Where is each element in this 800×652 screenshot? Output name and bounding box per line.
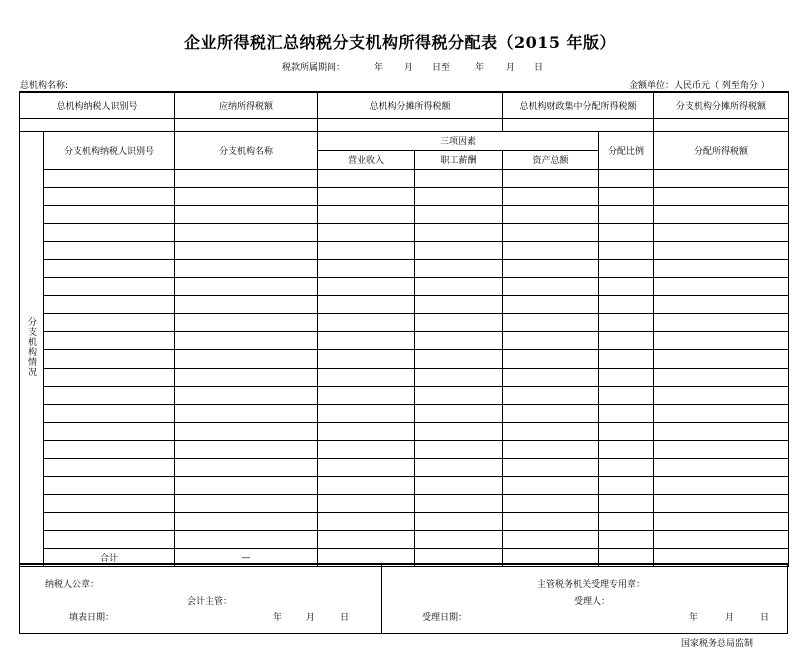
branch-taxid-cell[interactable] — [44, 205, 175, 223]
allocated-tax-cell[interactable] — [654, 386, 789, 404]
branch-taxid-cell[interactable] — [44, 531, 175, 549]
branch-name-cell[interactable] — [175, 296, 318, 314]
revenue-cell[interactable] — [318, 332, 415, 350]
assets-cell[interactable] — [503, 513, 599, 531]
allocation-ratio-cell[interactable] — [599, 241, 654, 259]
branch-taxid-cell[interactable] — [44, 477, 175, 495]
revenue-cell[interactable] — [318, 223, 415, 241]
assets-header: 资产总额 — [503, 150, 599, 169]
allocated-tax-cell[interactable] — [654, 495, 789, 513]
branch-taxid-cell[interactable] — [44, 404, 175, 422]
allocated-tax-cell[interactable] — [654, 187, 789, 205]
branch-row — [20, 386, 789, 404]
hq-fiscal-central-tax-cell[interactable] — [503, 118, 654, 131]
branch-name-cell[interactable] — [175, 223, 318, 241]
assets-cell[interactable] — [503, 278, 599, 296]
branch-name-header: 分支机构名称 — [175, 131, 318, 169]
wages-cell[interactable] — [415, 241, 503, 259]
acceptor-label: 受理人： — [574, 597, 611, 607]
allocated-tax-header: 分配所得税额 — [654, 131, 789, 169]
branch-name-cell[interactable] — [175, 350, 318, 368]
branch-name-cell[interactable] — [175, 495, 318, 513]
branch-taxid-cell[interactable] — [44, 422, 175, 440]
branch-taxid-cell[interactable] — [44, 368, 175, 386]
wages-cell[interactable] — [415, 440, 503, 458]
wages-cell[interactable] — [415, 350, 503, 368]
revenue-cell[interactable] — [318, 205, 415, 223]
allocation-ratio-cell[interactable] — [599, 223, 654, 241]
assets-cell[interactable] — [503, 404, 599, 422]
assets-cell[interactable] — [503, 332, 599, 350]
revenue-header: 营业收入 — [318, 150, 415, 169]
branch-row — [20, 531, 789, 549]
branch-name-cell[interactable] — [175, 241, 318, 259]
assets-cell[interactable] — [503, 169, 599, 187]
hq-value-row — [20, 118, 789, 131]
accept-date-month: 月 — [725, 613, 735, 623]
branch-row — [20, 314, 789, 332]
assets-cell[interactable] — [503, 459, 599, 477]
allocation-ratio-cell[interactable] — [599, 422, 654, 440]
revenue-cell[interactable] — [318, 386, 415, 404]
revenue-cell[interactable] — [318, 350, 415, 368]
wages-cell[interactable] — [415, 296, 503, 314]
branch-allocated-tax-header: 分支机构分摊所得税额 — [654, 92, 789, 118]
allocated-tax-cell[interactable] — [654, 459, 789, 477]
revenue-cell[interactable] — [318, 404, 415, 422]
wages-cell[interactable] — [415, 332, 503, 350]
issuer-label: 国家税务总局监制 — [681, 639, 754, 649]
revenue-cell[interactable] — [318, 440, 415, 458]
wages-cell[interactable] — [415, 223, 503, 241]
accept-date-year: 年 — [689, 613, 699, 623]
three-factors-header: 三项因素 — [318, 131, 599, 150]
branch-row — [20, 296, 789, 314]
branch-row — [20, 495, 789, 513]
assets-cell[interactable] — [503, 314, 599, 332]
branch-section-text: 分支机构情况 — [26, 317, 36, 378]
allocation-ratio-cell[interactable] — [599, 278, 654, 296]
assets-cell[interactable] — [503, 259, 599, 277]
hq-allocated-tax-header: 总机构分摊所得税额 — [318, 92, 503, 118]
branch-row — [20, 404, 789, 422]
assets-cell[interactable] — [503, 368, 599, 386]
allocated-tax-cell[interactable] — [654, 223, 789, 241]
allocation-ratio-cell[interactable] — [599, 459, 654, 477]
allocation-table — [19, 91, 789, 567]
branch-name-cell[interactable] — [175, 368, 318, 386]
branch-name-cell[interactable] — [175, 259, 318, 277]
branch-row — [20, 422, 789, 440]
branch-taxid-cell[interactable] — [44, 223, 175, 241]
allocation-ratio-cell[interactable] — [599, 440, 654, 458]
accept-date-label: 受理日期： — [422, 613, 468, 623]
allocation-ratio-cell[interactable] — [599, 205, 654, 223]
revenue-cell[interactable] — [318, 477, 415, 495]
branch-row — [20, 332, 789, 350]
branch-name-cell[interactable] — [175, 531, 318, 549]
branch-name-cell[interactable] — [175, 205, 318, 223]
wages-cell[interactable] — [415, 187, 503, 205]
allocation-ratio-cell[interactable] — [599, 531, 654, 549]
branch-taxid-cell[interactable] — [44, 440, 175, 458]
branch-taxid-cell[interactable] — [44, 187, 175, 205]
wages-cell[interactable] — [415, 278, 503, 296]
revenue-cell[interactable] — [318, 296, 415, 314]
hq-allocated-tax-cell[interactable] — [318, 118, 503, 131]
branch-taxid-cell[interactable] — [44, 169, 175, 187]
revenue-cell[interactable] — [318, 422, 415, 440]
allocation-ratio-cell[interactable] — [599, 187, 654, 205]
branch-name-cell[interactable] — [175, 169, 318, 187]
branch-taxid-cell[interactable] — [44, 495, 175, 513]
allocated-tax-cell[interactable] — [654, 422, 789, 440]
period-start-day-to: 日至 — [432, 63, 451, 73]
allocation-ratio-cell[interactable] — [599, 296, 654, 314]
allocation-ratio-cell[interactable] — [599, 314, 654, 332]
allocation-ratio-cell[interactable] — [599, 259, 654, 277]
branch-taxid-cell[interactable] — [44, 278, 175, 296]
allocation-ratio-cell[interactable] — [599, 368, 654, 386]
allocated-tax-cell[interactable] — [654, 513, 789, 531]
branch-taxid-cell[interactable] — [44, 386, 175, 404]
accept-date-day: 日 — [760, 613, 770, 623]
branch-name-cell[interactable] — [175, 477, 318, 495]
revenue-cell[interactable] — [318, 513, 415, 531]
form-title: 企业所得税汇总纳税分支机构所得税分配表（2015 年版） — [183, 33, 617, 52]
branch-taxid-cell[interactable] — [44, 314, 175, 332]
assets-cell[interactable] — [503, 296, 599, 314]
branch-row — [20, 205, 789, 223]
wages-cell[interactable] — [415, 513, 503, 531]
hq-fiscal-central-tax-header: 总机构财政集中分配所得税额 — [503, 92, 654, 118]
allocated-tax-cell[interactable] — [654, 314, 789, 332]
branch-section-label — [20, 131, 44, 567]
branch-row — [20, 259, 789, 277]
branch-row — [20, 223, 789, 241]
allocated-tax-cell[interactable] — [654, 477, 789, 495]
allocated-tax-cell[interactable] — [654, 332, 789, 350]
branch-row — [20, 169, 789, 187]
hq-name-label: 总机构名称: — [20, 81, 69, 91]
wages-cell[interactable] — [415, 477, 503, 495]
allocated-tax-cell[interactable] — [654, 278, 789, 296]
revenue-cell[interactable] — [318, 278, 415, 296]
revenue-cell[interactable] — [318, 368, 415, 386]
branch-name-cell[interactable] — [175, 278, 318, 296]
assets-cell[interactable] — [503, 422, 599, 440]
fill-date-year: 年 — [273, 613, 283, 623]
taxpayer-seal-label: 纳税人公章： — [45, 580, 100, 590]
branch-name-cell[interactable] — [175, 314, 318, 332]
allocated-tax-cell[interactable] — [654, 241, 789, 259]
wages-cell[interactable] — [415, 368, 503, 386]
branch-row — [20, 440, 789, 458]
branch-name-cell[interactable] — [175, 440, 318, 458]
revenue-cell[interactable] — [318, 241, 415, 259]
branch-taxid-cell[interactable] — [44, 332, 175, 350]
authority-seal-label: 主管税务机关受理专用章： — [537, 580, 646, 590]
assets-cell[interactable] — [503, 386, 599, 404]
allocation-ratio-cell[interactable] — [599, 513, 654, 531]
fill-date-label: 填表日期： — [69, 613, 115, 623]
revenue-cell[interactable] — [318, 259, 415, 277]
revenue-cell[interactable] — [318, 459, 415, 477]
wages-cell[interactable] — [415, 531, 503, 549]
assets-cell[interactable] — [503, 350, 599, 368]
branch-taxid-header: 分支机构纳税人识别号 — [44, 131, 175, 169]
branch-taxid-cell[interactable] — [44, 350, 175, 368]
assets-cell[interactable] — [503, 187, 599, 205]
branch-row — [20, 477, 789, 495]
period-end-year: 年 — [475, 63, 485, 73]
accounting-supervisor-label: 会计主管： — [187, 597, 233, 607]
allocated-tax-cell[interactable] — [654, 205, 789, 223]
footer-divider — [381, 565, 382, 633]
period-end-month: 月 — [506, 63, 516, 73]
revenue-cell[interactable] — [318, 187, 415, 205]
assets-cell[interactable] — [503, 205, 599, 223]
total-label: 合计 — [44, 549, 175, 567]
fill-date-month: 月 — [306, 613, 316, 623]
revenue-cell[interactable] — [318, 169, 415, 187]
footer-section — [19, 563, 788, 634]
hq-taxid-header: 总机构纳税人识别号 — [20, 92, 175, 118]
hq-header-row — [20, 92, 789, 118]
currency-unit-label: 金额单位：人民币元（ 列至角分 ） — [629, 81, 770, 91]
tax-period — [0, 60, 800, 72]
wages-cell[interactable] — [415, 495, 503, 513]
branch-row — [20, 278, 789, 296]
hq-tax-payable-cell[interactable] — [175, 118, 318, 131]
allocation-ratio-cell[interactable] — [599, 495, 654, 513]
branch-taxid-cell[interactable] — [44, 296, 175, 314]
branch-allocated-tax-cell[interactable] — [654, 118, 789, 131]
wages-cell[interactable] — [415, 422, 503, 440]
allocated-tax-cell[interactable] — [654, 259, 789, 277]
wages-cell[interactable] — [415, 459, 503, 477]
allocation-ratio-cell[interactable] — [599, 404, 654, 422]
period-start-month: 月 — [404, 63, 414, 73]
hq-tax-payable-header: 应纳所得税额 — [175, 92, 318, 118]
branch-name-cell[interactable] — [175, 187, 318, 205]
branch-name-cell[interactable] — [175, 422, 318, 440]
branch-header-row — [20, 131, 789, 150]
branch-row — [20, 187, 789, 205]
total-name-cell: — — [175, 549, 318, 567]
allocation-ratio-cell[interactable] — [599, 477, 654, 495]
assets-cell[interactable] — [503, 531, 599, 549]
allocation-ratio-cell[interactable] — [599, 332, 654, 350]
wages-cell[interactable] — [415, 404, 503, 422]
assets-cell[interactable] — [503, 477, 599, 495]
allocated-tax-cell[interactable] — [654, 368, 789, 386]
allocated-tax-cell[interactable] — [654, 169, 789, 187]
revenue-cell[interactable] — [318, 495, 415, 513]
branch-row — [20, 350, 789, 368]
wages-cell[interactable] — [415, 259, 503, 277]
allocated-tax-cell[interactable] — [654, 404, 789, 422]
branch-taxid-cell[interactable] — [44, 513, 175, 531]
branch-taxid-cell[interactable] — [44, 241, 175, 259]
branch-row — [20, 459, 789, 477]
branch-name-cell[interactable] — [175, 386, 318, 404]
branch-name-cell[interactable] — [175, 404, 318, 422]
allocation-ratio-cell[interactable] — [599, 350, 654, 368]
fill-date-day: 日 — [340, 613, 350, 623]
allocation-ratio-cell[interactable] — [599, 386, 654, 404]
period-label: 税款所属期间： — [282, 63, 346, 73]
allocated-tax-cell[interactable] — [654, 440, 789, 458]
branch-row — [20, 368, 789, 386]
wages-header: 职工薪酬 — [415, 150, 503, 169]
revenue-cell[interactable] — [318, 531, 415, 549]
hq-taxid-cell[interactable] — [20, 118, 175, 131]
allocated-tax-cell[interactable] — [654, 350, 789, 368]
branch-row — [20, 241, 789, 259]
wages-cell[interactable] — [415, 386, 503, 404]
period-start-year: 年 — [374, 63, 384, 73]
allocation-ratio-cell[interactable] — [599, 169, 654, 187]
revenue-cell[interactable] — [318, 314, 415, 332]
branch-name-cell[interactable] — [175, 513, 318, 531]
branch-taxid-cell[interactable] — [44, 459, 175, 477]
assets-cell[interactable] — [503, 241, 599, 259]
branch-taxid-cell[interactable] — [44, 259, 175, 277]
branch-row — [20, 513, 789, 531]
wages-cell[interactable] — [415, 314, 503, 332]
allocated-tax-cell[interactable] — [654, 296, 789, 314]
wages-cell[interactable] — [415, 169, 503, 187]
branch-name-cell[interactable] — [175, 459, 318, 477]
assets-cell[interactable] — [503, 440, 599, 458]
branch-name-cell[interactable] — [175, 332, 318, 350]
assets-cell[interactable] — [503, 223, 599, 241]
allocated-tax-cell[interactable] — [654, 531, 789, 549]
wages-cell[interactable] — [415, 205, 503, 223]
assets-cell[interactable] — [503, 495, 599, 513]
period-end-day: 日 — [534, 63, 544, 73]
allocation-ratio-header: 分配比例 — [599, 131, 654, 169]
